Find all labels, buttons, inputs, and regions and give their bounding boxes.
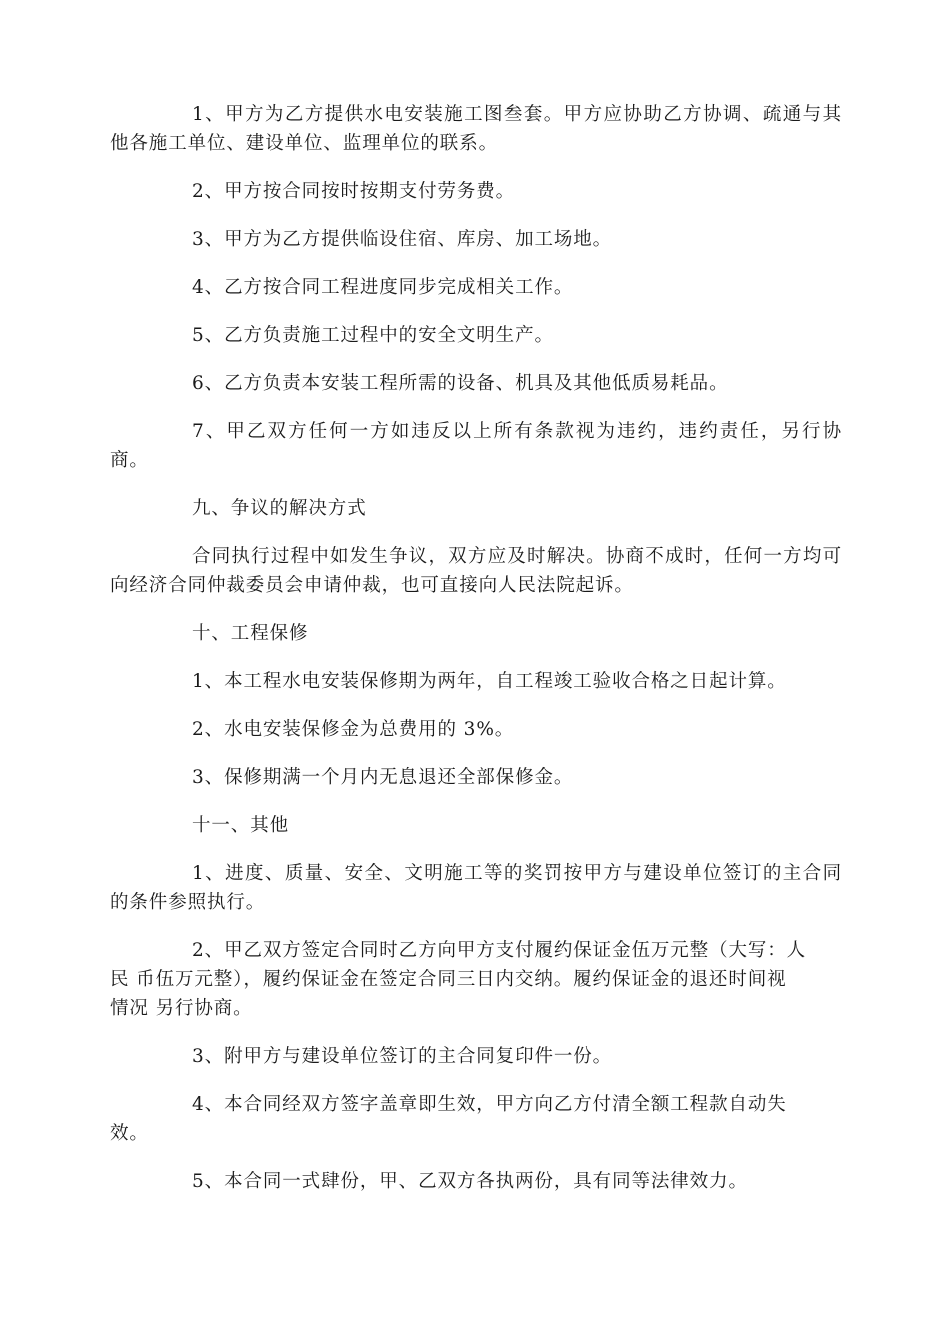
clause-10-3: 3、保修期满一个月内无息退还全部保修金。 [192, 767, 574, 788]
clause-a-6: 6、乙方负责本安装工程所需的设备、机具及其他低质易耗品。 [192, 373, 729, 394]
clause-11-2-line-2: 民 币伍万元整），履约保证金在签定合同三日内交纳。履约保证金的退还时间视 [110, 969, 787, 990]
document-page [110, 100, 842, 1215]
clause-11-2 [110, 936, 842, 1023]
section-9-body: 合同执行过程中如发生争议，双方应及时解决。协商不成时，任何一方均可向经济合同仲裁委员会申请仲裁，也可直接向人民法院起诉。 [110, 546, 842, 596]
section-10-title: 十、工程保修 [192, 623, 309, 644]
section-11-title: 十一、其他 [192, 815, 290, 836]
section-9-title: 九、争议的解决方式 [192, 498, 367, 519]
clause-11-2-line-1: 2、甲乙双方签定合同时乙方向甲方支付履约保证金伍万元整（大写：人 [192, 940, 807, 961]
clause-a-2: 2、甲方按合同按时按期支付劳务费。 [192, 181, 516, 202]
clause-11-4-line-1: 4、本合同经双方签字盖章即生效，甲方向乙方付清全额工程款自动失 [192, 1094, 787, 1115]
clause-11-2-line-3: 情况 另行协商。 [110, 998, 253, 1019]
clause-a-5: 5、乙方负责施工过程中的安全文明生产。 [192, 325, 554, 346]
clause-11-3: 3、附甲方与建设单位签订的主合同复印件一份。 [192, 1046, 613, 1067]
clause-11-4 [110, 1090, 842, 1148]
clause-a-4: 4、乙方按合同工程进度同步完成相关工作。 [192, 277, 574, 298]
clause-11-4-line-2: 效。 [110, 1123, 149, 1144]
clause-11-5: 5、本合同一式肆份，甲、乙双方各执两份，具有同等法律效力。 [192, 1171, 748, 1192]
clause-11-1: 1、进度、质量、安全、文明施工等的奖罚按甲方与建设单位签订的主合同的条件参照执行。 [110, 863, 842, 913]
clause-a-3: 3、甲方为乙方提供临设住宿、库房、加工场地。 [192, 229, 613, 250]
clause-a-7: 7、甲乙双方任何一方如违反以上所有条款视为违约，违约责任，另行协商。 [110, 421, 842, 471]
clause-a-1: 1、甲方为乙方提供水电安装施工图叁套。甲方应协助乙方协调、疏通与其他各施工单位、建设单位、监理单位的联系。 [110, 104, 842, 154]
clause-10-2: 2、水电安装保修金为总费用的 3%。 [192, 719, 515, 740]
clause-10-1: 1、本工程水电安装保修期为两年，自工程竣工验收合格之日起计算。 [192, 671, 787, 692]
